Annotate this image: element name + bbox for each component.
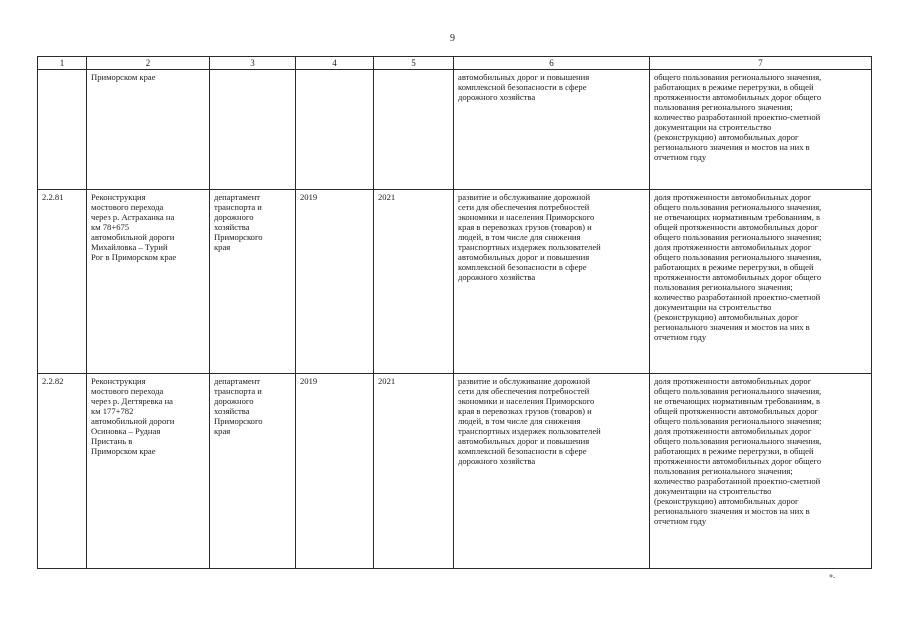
column-header: 7 [650,57,872,70]
page-number: 9 [450,33,455,44]
executor: департамент транспорта и дорожного хозяйства Приморского края [210,190,296,374]
column-header: 2 [87,57,210,70]
row-number: 2.2.82 [38,374,87,569]
end-year: 2021 [374,374,454,569]
table-header-row [38,57,872,70]
direction-text: развитие и обслуживание дорожной сети для обеспечения потребностей экономики и населения Приморского края в перевозках грузов (товаров) и людей, в том числе для снижения транспортных издержек пользователей автомобильных дорог и повышения комплексной безопасности в сфере дорожного хозяйства [454,374,650,569]
start-year [296,70,374,190]
table-row [38,70,872,190]
indicators-text: общего пользования регионального значения, работающих в режиме перегрузки, в общей протяженности автомобильных дорог общего пользования регионального значения; количество разработанной проектно-сметной документации на строительство (реконструкцию) автомобильных дорог регионального значения и мостов на них в отчетном году [650,70,872,190]
column-header: 5 [374,57,454,70]
start-year: 2019 [296,190,374,374]
indicators-text: доля протяженности автомобильных дорог общего пользования регионального значения, не отвечающих нормативным требованиям, в общей протяженности автомобильных дорог общего пользования регионального значения; доля протяженности автомобильных дорог общего пользования регионального значения, работающих в режиме перегрузки, в общей протяженности автомобильных дорог общего пользования регионального значения; количество разработанной проектно-сметной документации на строительство (реконструкцию) автомобильных дорог регионального значения и мостов на них в отчетном году [650,190,872,374]
measure-name: Реконструкция мостового перехода через р. Дегтяревка на км 177+782 автомобильной дороги Осиновка – Рудная Пристань в Приморском крае [87,374,210,569]
direction-text: развитие и обслуживание дорожной сети для обеспечения потребностей экономики и населения Приморского края в перевозках грузов (товаров) и людей, в том числе для снижения транспортных издержек пользователей автомобильных дорог и повышения комплексной безопасности в сфере дорожного хозяйства [454,190,650,374]
indicators-text: доля протяженности автомобильных дорог общего пользования регионального значения, не отвечающих нормативным требованиям, в общей протяженности автомобильных дорог общего пользования регионального значения; доля протяженности автомобильных дорог общего пользования регионального значения, работающих в режиме перегрузки, в общей протяженности автомобильных дорог общего пользования регионального значения; количество разработанной проектно-сметной документации на строительство (реконструкцию) автомобильных дорог регионального значения и мостов на них в отчетном году [650,374,872,569]
row-number [38,70,87,190]
direction-text: автомобильных дорог и повышения комплексной безопасности в сфере дорожного хозяйства [454,70,650,190]
start-year: 2019 [296,374,374,569]
closing-quote-mark: ». [829,571,835,580]
measure-name: Реконструкция мостового перехода через р. Астраханка на км 78+675 автомобильной дороги Михайловка – Турий Рог в Приморском крае [87,190,210,374]
executor: департамент транспорта и дорожного хозяйства Приморского края [210,374,296,569]
table-row [38,190,872,374]
end-year: 2021 [374,190,454,374]
column-header: 6 [454,57,650,70]
end-year [374,70,454,190]
column-header: 3 [210,57,296,70]
column-header: 4 [296,57,374,70]
measure-name: Приморском крае [87,70,210,190]
row-number: 2.2.81 [38,190,87,374]
column-header: 1 [38,57,87,70]
program-table [37,56,872,569]
table-row [38,374,872,569]
executor [210,70,296,190]
